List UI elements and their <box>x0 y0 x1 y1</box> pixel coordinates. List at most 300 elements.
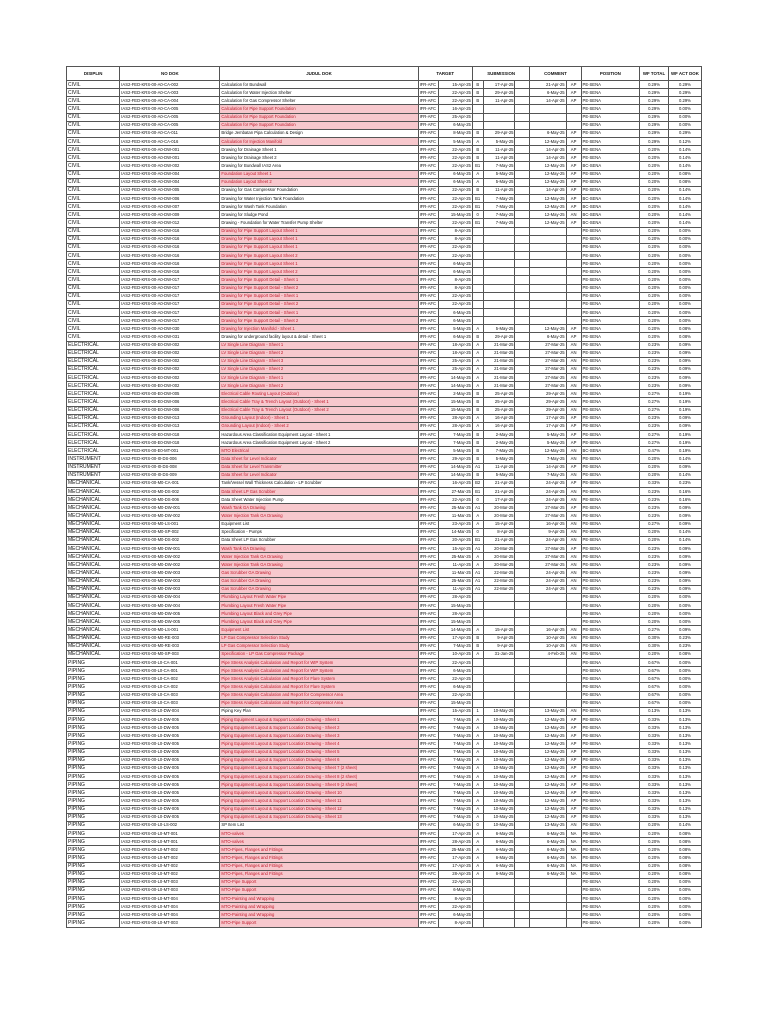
wf-act-cell: 0.19% <box>668 447 701 455</box>
position-cell: PE-SENA <box>581 903 640 911</box>
position-cell: PE-SENA <box>581 390 640 398</box>
comment-date-cell: 27-Mar-25 <box>530 374 566 382</box>
table-row <box>67 349 702 357</box>
col-header-target: TARGET <box>418 67 472 81</box>
comment-code-cell: AP <box>566 325 581 333</box>
stage-cell: IFR-AFC <box>418 162 438 170</box>
wf-act-cell: 0.08% <box>668 325 701 333</box>
wf-total-cell: 0.33% <box>640 732 669 740</box>
submission-note-cell <box>515 390 530 398</box>
comment-code-cell: AP <box>566 724 581 732</box>
table-row <box>67 333 702 341</box>
submission-date-cell <box>483 683 515 691</box>
wf-act-cell: 0.00% <box>668 903 701 911</box>
wf-total-cell: 0.33% <box>640 479 669 487</box>
comment-date-cell <box>530 886 566 894</box>
position-cell: PE-SENA <box>581 81 640 89</box>
doc-title-cell: Drawing for Pipe Support Detail - Sheet 1 <box>220 276 418 284</box>
target-date-cell: 7-May-25 <box>438 715 472 723</box>
position-cell: PE-SENA <box>581 561 640 569</box>
wf-act-cell: 0.23% <box>668 642 701 650</box>
disciplin-cell: PIPING <box>67 740 120 748</box>
revision-cell: A1 <box>472 577 483 585</box>
doc-title-cell: Piping Equipment Layout & Support Location Drawing - Sheet 5 <box>220 748 418 756</box>
wf-total-cell: 0.20% <box>640 260 669 268</box>
doc-number-cell: IAS2-FED-KRS-00-L0-MT-002 <box>120 854 220 862</box>
target-date-cell: 7-May-25 <box>438 813 472 821</box>
wf-total-cell: 0.29% <box>640 97 669 105</box>
comment-code-cell: AN <box>566 553 581 561</box>
wf-total-cell: 0.20% <box>640 317 669 325</box>
disciplin-cell: ELECTRICAL <box>67 406 120 414</box>
target-date-cell: 6-May-25 <box>438 308 472 316</box>
comment-code-cell <box>566 593 581 601</box>
stage-cell: IFR-AFC <box>418 194 438 202</box>
submission-note-cell <box>515 219 530 227</box>
wf-act-cell: 0.19% <box>668 431 701 439</box>
revision-cell <box>472 300 483 308</box>
target-date-cell: 23-Apr-25 <box>438 520 472 528</box>
comment-date-cell: 14-Apr-25 <box>530 97 566 105</box>
submission-note-cell <box>515 235 530 243</box>
wf-total-cell: 0.20% <box>640 911 669 919</box>
doc-number-cell: IAS2-FED-KRS-00-L0-DW-005 <box>120 748 220 756</box>
submission-note-cell <box>515 911 530 919</box>
doc-title-cell: Gas Scrubber GA Drawing <box>220 585 418 593</box>
stage-cell: IFR-AFC <box>418 186 438 194</box>
doc-number-cell: IAS2-FED-KRS-00-E0-DW-002 <box>120 374 220 382</box>
stage-cell: IFR-AFC <box>418 878 438 886</box>
comment-date-cell: 14-Apr-25 <box>530 146 566 154</box>
position-cell: PE-SENA <box>581 862 640 870</box>
stage-cell: IFR-AFC <box>418 251 438 259</box>
wf-act-cell: 0.12% <box>668 137 701 145</box>
comment-code-cell <box>566 113 581 121</box>
comment-date-cell: 24-Apr-25 <box>530 488 566 496</box>
doc-number-cell: IAS2-FED-KRS-00-L0-DW-005 <box>120 813 220 821</box>
table-row <box>67 219 702 227</box>
revision-cell: 0 <box>472 496 483 504</box>
wf-total-cell: 0.29% <box>640 121 669 129</box>
wf-act-cell: 0.14% <box>668 536 701 544</box>
table-row <box>67 455 702 463</box>
doc-number-cell: IAS2-FED-KRS-00-A0-CA-005 <box>120 113 220 121</box>
wf-total-cell: 0.20% <box>640 146 669 154</box>
wf-act-cell: 0.14% <box>668 455 701 463</box>
doc-number-cell: IAS2-FED-KRS-00-M0-SP-003 <box>120 650 220 658</box>
stage-cell: IFR-AFC <box>418 308 438 316</box>
target-date-cell: 6-May-25 <box>438 260 472 268</box>
submission-date-cell: 22-Mar-25 <box>483 577 515 585</box>
target-date-cell: 15-Apr-25 <box>438 81 472 89</box>
disciplin-cell: CIVIL <box>67 162 120 170</box>
stage-cell: IFR-AFC <box>418 715 438 723</box>
wf-act-cell: 0.00% <box>668 121 701 129</box>
disciplin-cell: MECHANICAL <box>67 593 120 601</box>
position-cell: PE-SENA <box>581 911 640 919</box>
wf-total-cell: 0.30% <box>640 642 669 650</box>
stage-cell: IFR-AFC <box>418 561 438 569</box>
wf-act-cell: 0.00% <box>668 235 701 243</box>
submission-note-cell <box>515 667 530 675</box>
doc-number-cell: IAS2-FED-KRS-00-M0-RE-003 <box>120 634 220 642</box>
table-row <box>67 406 702 414</box>
table-row <box>67 121 702 129</box>
disciplin-cell: PIPING <box>67 846 120 854</box>
submission-date-cell: 11-Apr-25 <box>483 463 515 471</box>
comment-date-cell: 12-May-25 <box>530 162 566 170</box>
wf-act-cell: 0.00% <box>668 602 701 610</box>
wf-act-cell: 0.00% <box>668 276 701 284</box>
position-cell: PE-SENA <box>581 398 640 406</box>
target-date-cell: 25-Apr-25 <box>438 113 472 121</box>
wf-act-cell: 0.14% <box>668 186 701 194</box>
position-cell: PE-SENA <box>581 488 640 496</box>
doc-title-cell: Calculation for Gas Compressor Shelter <box>220 97 418 105</box>
table-row <box>67 561 702 569</box>
wf-act-cell: 0.09% <box>668 545 701 553</box>
wf-act-cell: 0.00% <box>668 113 701 121</box>
submission-note-cell <box>515 325 530 333</box>
wf-act-cell: 0.13% <box>668 707 701 715</box>
comment-date-cell <box>530 243 566 251</box>
comment-code-cell <box>566 300 581 308</box>
submission-date-cell: 21-Mar-25 <box>483 374 515 382</box>
doc-number-cell: IAS2-FED-KRS-00-A0-DW-017 <box>120 300 220 308</box>
table-row <box>67 528 702 536</box>
stage-cell: IFR-AFC <box>418 626 438 634</box>
wf-total-cell: 0.20% <box>640 919 669 927</box>
comment-code-cell: AN <box>566 398 581 406</box>
wf-total-cell: 0.27% <box>640 398 669 406</box>
wf-act-cell: 0.00% <box>668 593 701 601</box>
revision-cell: A <box>472 170 483 178</box>
wf-total-cell: 0.33% <box>640 764 669 772</box>
doc-title-cell: Drawing for Pipe Support Layout Sheet 2 <box>220 251 418 259</box>
wf-total-cell: 0.20% <box>640 227 669 235</box>
doc-title-cell: Piping Equipment Layout & Support Location Drawing - Sheet 10 <box>220 789 418 797</box>
disciplin-cell: CIVIL <box>67 268 120 276</box>
stage-cell: IFR-AFC <box>418 862 438 870</box>
target-date-cell: 2-May-25 <box>438 390 472 398</box>
submission-date-cell: 5-May-25 <box>483 471 515 479</box>
wf-total-cell: 0.33% <box>640 789 669 797</box>
target-date-cell: 22-Apr-25 <box>438 251 472 259</box>
revision-cell: A <box>472 764 483 772</box>
disciplin-cell: MECHANICAL <box>67 650 120 658</box>
position-cell: PE-SENA <box>581 300 640 308</box>
wf-act-cell: 0.23% <box>668 479 701 487</box>
stage-cell: IFR-AFC <box>418 447 438 455</box>
wf-total-cell: 0.23% <box>640 561 669 569</box>
revision-cell: A1 <box>472 504 483 512</box>
comment-code-cell: AN <box>566 650 581 658</box>
position-cell: PE-SENA <box>581 724 640 732</box>
table-row <box>67 854 702 862</box>
doc-number-cell: IAS2-FED-KRS-00-L0-CA-002 <box>120 683 220 691</box>
position-cell: PE-SENA <box>581 479 640 487</box>
table-row <box>67 203 702 211</box>
stage-cell: IFR-AFC <box>418 764 438 772</box>
doc-title-cell: Plumbing Layout Black and Grey Pipe <box>220 610 418 618</box>
stage-cell: IFR-AFC <box>418 642 438 650</box>
doc-number-cell: IAS2-FED-KRS-00-L0-DW-004 <box>120 707 220 715</box>
submission-note-cell <box>515 284 530 292</box>
position-cell: PE-SENA <box>581 789 640 797</box>
target-date-cell: 28-Apr-25 <box>438 610 472 618</box>
doc-number-cell: IAS2-FED-KRS-00-M0-LS-001 <box>120 626 220 634</box>
doc-number-cell: IAS2-FED-KRS-00-M0-DW-002 <box>120 561 220 569</box>
wf-total-cell: 0.20% <box>640 268 669 276</box>
submission-date-cell: 10-May-25 <box>483 821 515 829</box>
target-date-cell: 6-May-25 <box>438 121 472 129</box>
submission-note-cell <box>515 528 530 536</box>
doc-title-cell: Foundation Layout Sheet 2 <box>220 178 418 186</box>
submission-note-cell <box>515 870 530 878</box>
table-row <box>67 137 702 145</box>
wf-act-cell: 0.23% <box>668 634 701 642</box>
submission-note-cell <box>515 789 530 797</box>
submission-note-cell <box>515 650 530 658</box>
table-row <box>67 740 702 748</box>
wf-total-cell: 0.23% <box>640 504 669 512</box>
wf-act-cell: 0.13% <box>668 772 701 780</box>
submission-date-cell: 5-May-25 <box>483 178 515 186</box>
comment-code-cell: NA <box>566 870 581 878</box>
col-header-position: POSITION <box>581 67 640 81</box>
disciplin-cell: ELECTRICAL <box>67 398 120 406</box>
revision-cell: A <box>472 870 483 878</box>
submission-note-cell <box>515 382 530 390</box>
stage-cell: IFR-AFC <box>418 341 438 349</box>
wf-total-cell: 0.20% <box>640 463 669 471</box>
comment-code-cell: AP <box>566 154 581 162</box>
comment-date-cell: 14-Apr-25 <box>530 154 566 162</box>
doc-title-cell: MTO-Pipes, Flanges and Fittings <box>220 846 418 854</box>
wf-act-cell: 0.08% <box>668 829 701 837</box>
target-date-cell: 15-May-25 <box>438 211 472 219</box>
position-cell: PE-SENA <box>581 471 640 479</box>
submission-note-cell <box>515 129 530 137</box>
comment-code-cell: AN <box>566 406 581 414</box>
revision-cell: A <box>472 838 483 846</box>
wf-act-cell: 0.00% <box>668 292 701 300</box>
wf-act-cell: 0.00% <box>668 251 701 259</box>
table-row <box>67 325 702 333</box>
position-cell: PE-SENA <box>581 227 640 235</box>
disciplin-cell: CIVIL <box>67 219 120 227</box>
doc-number-cell: IAS2-FED-KRS-00-M0-LS-001 <box>120 520 220 528</box>
target-date-cell: 22-Apr-25 <box>438 203 472 211</box>
disciplin-cell: ELECTRICAL <box>67 349 120 357</box>
stage-cell: IFR-AFC <box>418 528 438 536</box>
revision-cell: A <box>472 422 483 430</box>
wf-total-cell: 0.23% <box>640 357 669 365</box>
table-row <box>67 593 702 601</box>
wf-total-cell: 0.20% <box>640 878 669 886</box>
comment-date-cell: 12-May-25 <box>530 772 566 780</box>
wf-act-cell: 0.08% <box>668 838 701 846</box>
submission-note-cell <box>515 398 530 406</box>
revision-cell <box>472 308 483 316</box>
stage-cell: IFR-AFC <box>418 406 438 414</box>
wf-total-cell: 0.23% <box>640 422 669 430</box>
revision-cell: A <box>472 756 483 764</box>
comment-date-cell: 12-May-25 <box>530 170 566 178</box>
wf-total-cell: 0.20% <box>640 292 669 300</box>
comment-code-cell <box>566 308 581 316</box>
submission-note-cell <box>515 846 530 854</box>
target-date-cell: 28-Apr-25 <box>438 414 472 422</box>
doc-title-cell: Drawing for Bundwall IAS2 Area <box>220 162 418 170</box>
stage-cell: IFR-AFC <box>418 618 438 626</box>
wf-total-cell: 0.20% <box>640 194 669 202</box>
wf-total-cell: 0.20% <box>640 650 669 658</box>
comment-code-cell <box>566 683 581 691</box>
table-row <box>67 414 702 422</box>
comment-code-cell: NA <box>566 838 581 846</box>
submission-date-cell <box>483 610 515 618</box>
target-date-cell: 28-Apr-25 <box>438 870 472 878</box>
comment-code-cell: AN <box>566 390 581 398</box>
doc-number-cell: IAS2-FED-KRS-00-M0-DW-005 <box>120 618 220 626</box>
position-cell: PE-SENA <box>581 137 640 145</box>
stage-cell: IFR-AFC <box>418 325 438 333</box>
doc-title-cell: Bridge Jembatan Pipa Calculation & Design <box>220 129 418 137</box>
wf-act-cell: 0.13% <box>668 748 701 756</box>
submission-note-cell <box>515 561 530 569</box>
table-row <box>67 463 702 471</box>
wf-total-cell: 0.20% <box>640 243 669 251</box>
doc-number-cell: IAS2-FED-KRS-00-A0-DW-012 <box>120 219 220 227</box>
wf-act-cell: 0.13% <box>668 756 701 764</box>
table-row <box>67 365 702 373</box>
position-cell: PE-SENA <box>581 251 640 259</box>
submission-note-cell <box>515 154 530 162</box>
doc-title-cell: Pipe Stress Analysis Calculation and Report for Flare System <box>220 683 418 691</box>
disciplin-cell: PIPING <box>67 870 120 878</box>
disciplin-cell: MECHANICAL <box>67 504 120 512</box>
target-date-cell: 6-May-25 <box>438 886 472 894</box>
target-date-cell: 6-May-25 <box>438 667 472 675</box>
doc-title-cell: Drawing for Sludge Pond <box>220 211 418 219</box>
disciplin-cell: ELECTRICAL <box>67 439 120 447</box>
position-cell: PE-SENA <box>581 618 640 626</box>
doc-title-cell: MTO-valves <box>220 829 418 837</box>
stage-cell: IFR-AFC <box>418 846 438 854</box>
submission-note-cell <box>515 585 530 593</box>
wf-total-cell: 0.20% <box>640 593 669 601</box>
doc-title-cell: Data Sheet Water Injection Pump <box>220 496 418 504</box>
doc-title-cell: Drawing for Injection Manifold - Sheet 1 <box>220 325 418 333</box>
comment-date-cell: 16-Apr-25 <box>530 520 566 528</box>
wf-total-cell: 0.20% <box>640 219 669 227</box>
comment-code-cell: AP <box>566 797 581 805</box>
comment-code-cell: AN <box>566 707 581 715</box>
comment-date-cell: 27-Mar-25 <box>530 504 566 512</box>
submission-note-cell <box>515 488 530 496</box>
wf-act-cell: 0.16% <box>668 496 701 504</box>
submission-note-cell <box>515 203 530 211</box>
position-cell: PE-SENA <box>581 593 640 601</box>
wf-total-cell: 0.20% <box>640 455 669 463</box>
target-date-cell: 16-Apr-25 <box>438 479 472 487</box>
position-cell: PE-SENA <box>581 317 640 325</box>
comment-code-cell: AN <box>566 585 581 593</box>
comment-code-cell: AN <box>566 561 581 569</box>
comment-code-cell <box>566 284 581 292</box>
stage-cell: IFR-AFC <box>418 577 438 585</box>
comment-code-cell: AP <box>566 178 581 186</box>
wf-act-cell: 0.09% <box>668 561 701 569</box>
position-cell: PE-SENA <box>581 235 640 243</box>
wf-act-cell: 0.00% <box>668 675 701 683</box>
submission-date-cell <box>483 260 515 268</box>
target-date-cell: 22-Apr-25 <box>438 89 472 97</box>
doc-title-cell: MTO-Pipe Support <box>220 878 418 886</box>
comment-code-cell <box>566 251 581 259</box>
revision-cell <box>472 235 483 243</box>
stage-cell: IFR-AFC <box>418 431 438 439</box>
position-cell: PE-SENA <box>581 496 640 504</box>
wf-total-cell: 0.23% <box>640 365 669 373</box>
stage-cell: IFR-AFC <box>418 227 438 235</box>
doc-title-cell: Equipment List <box>220 626 418 634</box>
comment-date-cell: 12-May-25 <box>530 203 566 211</box>
doc-title-cell: LV Single Line Diagram - Sheet 3 <box>220 357 418 365</box>
table-row <box>67 520 702 528</box>
position-cell: PE-SENA <box>581 846 640 854</box>
disciplin-cell: PIPING <box>67 732 120 740</box>
doc-title-cell: Gas Scrubber GA Drawing <box>220 569 418 577</box>
position-cell: PE-SENA <box>581 740 640 748</box>
target-date-cell: 17-Apr-25 <box>438 862 472 870</box>
stage-cell: IFR-AFC <box>418 349 438 357</box>
doc-title-cell: LV Single Line Diagram - Sheet 1 <box>220 341 418 349</box>
wf-total-cell: 0.20% <box>640 333 669 341</box>
doc-number-cell: IAS2-FED-KRS-00-A0-DW-004 <box>120 170 220 178</box>
comment-date-cell: 10-Apr-25 <box>530 634 566 642</box>
position-cell: PE-SENA <box>581 121 640 129</box>
doc-title-cell: Electrical Cable Tray & Trench Layout (Outdoor) - Sheet 1 <box>220 398 418 406</box>
comment-date-cell <box>530 235 566 243</box>
target-date-cell: 11-Mar-25 <box>438 569 472 577</box>
disciplin-cell: CIVIL <box>67 105 120 113</box>
position-cell: PE-SENA <box>581 349 640 357</box>
comment-code-cell: AP <box>566 422 581 430</box>
disciplin-cell: CIVIL <box>67 227 120 235</box>
stage-cell: IFR-AFC <box>418 390 438 398</box>
submission-note-cell <box>515 756 530 764</box>
revision-cell <box>472 121 483 129</box>
wf-total-cell: 0.20% <box>640 610 669 618</box>
doc-title-cell: Tank/Vessel Wall Thickness Calculation - LP Scrubber <box>220 479 418 487</box>
table-row <box>67 626 702 634</box>
submission-date-cell: 16-Apr-25 <box>483 422 515 430</box>
comment-code-cell: AN <box>566 488 581 496</box>
revision-cell <box>472 618 483 626</box>
doc-number-cell: IAS2-FED-KRS-00-A0-DW-016 <box>120 235 220 243</box>
disciplin-cell: PIPING <box>67 764 120 772</box>
position-cell: PE-SENA <box>581 414 640 422</box>
submission-note-cell <box>515 569 530 577</box>
position-cell: PE-SENA <box>581 431 640 439</box>
submission-note-cell <box>515 260 530 268</box>
wf-act-cell: 0.00% <box>668 243 701 251</box>
wf-total-cell: 0.67% <box>640 699 669 707</box>
table-row <box>67 341 702 349</box>
submission-note-cell <box>515 707 530 715</box>
